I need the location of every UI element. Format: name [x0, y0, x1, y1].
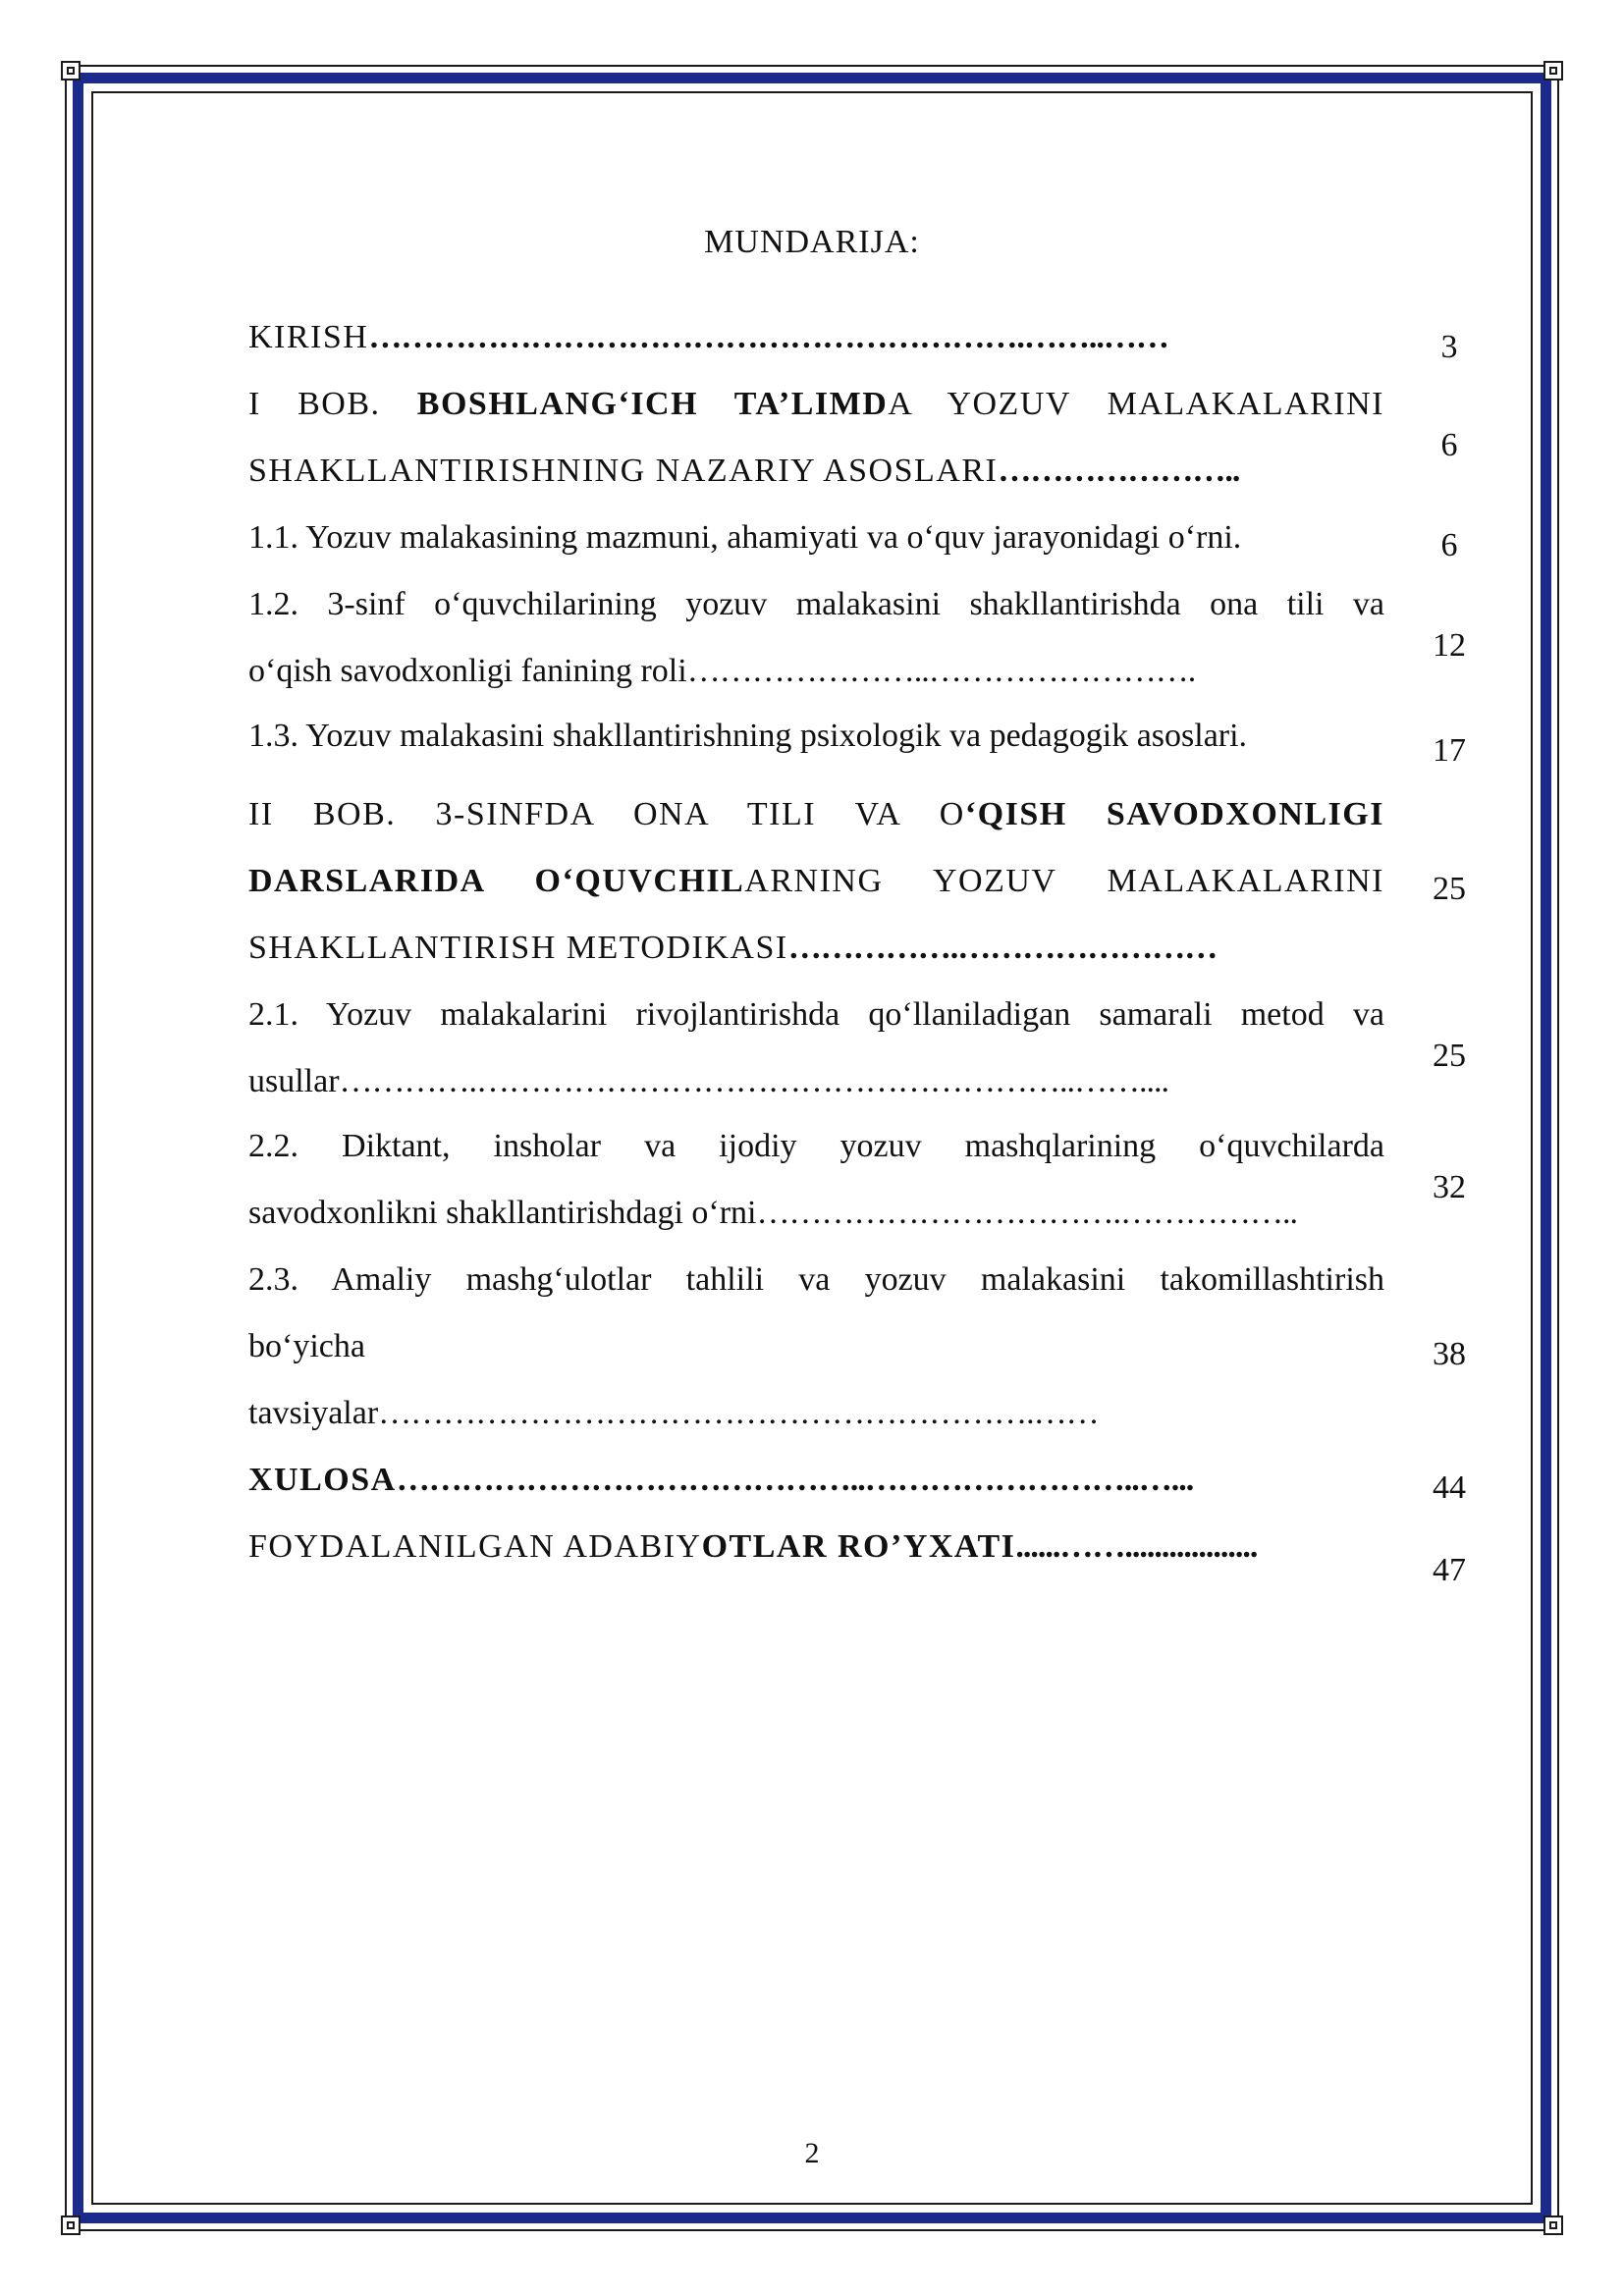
toc-text: o‘qish savodxonligi fanining roli — [248, 653, 687, 689]
toc-text: SHAKLLANTIRISHNING NAZARIY ASOSLARI — [248, 453, 999, 489]
toc-leader-dots: …………………………………………………….……..…… — [368, 319, 1168, 355]
toc-text: FOYDALANILGAN ADABIY — [248, 1528, 702, 1565]
toc-entry-section-2-3-line-3 — [248, 1394, 1384, 1433]
toc-text: savodxonlikni shakllantirishdagi o‘rni — [248, 1195, 757, 1231]
toc-page-number: 32 — [1433, 1169, 1466, 1205]
toc-entry-section-2-2-line-1: 2.2. Diktant, insholar va ijodiy yozuv mashqlarining o‘quvchilarda — [248, 1128, 1384, 1164]
toc-page-number: 25 — [1433, 871, 1466, 907]
toc-entry-section-1-2-line-2 — [248, 652, 1384, 691]
frame-corner-ornament-icon — [1543, 61, 1563, 80]
page-title: MUNDARIJA: — [704, 224, 920, 260]
toc-page-number: 47 — [1433, 1552, 1466, 1588]
toc-entry-section-1-1: 1.1. Yozuv malakasining mazmuni, ahamiyati va o‘quv jarayonidagi o‘rni. — [248, 519, 1242, 556]
toc-leader-dots: ……………………………………..……………………..…... — [396, 1462, 1194, 1498]
frame-corner-ornament-icon — [61, 2216, 81, 2235]
toc-leader-dots: ......…….................. — [1015, 1528, 1258, 1565]
toc-text: usullar — [248, 1063, 340, 1099]
toc-leader-dots: …………………………….…………….. — [756, 1195, 1297, 1231]
toc-leader-dots: …………………..……………………. — [686, 653, 1196, 689]
toc-page-number: 12 — [1433, 627, 1466, 664]
toc-entry-chapter-2-line-2 — [248, 862, 1384, 901]
toc-entry-section-1-3: 1.3. Yozuv malakasini shakllantirishning psixologik va pedagogik asoslari. — [248, 718, 1248, 754]
toc-entry-section-1-2-line-1: 1.2. 3-sinf o‘quvchilarining yozuv malakasini shakllantirishda ona tili va — [248, 586, 1384, 622]
toc-entry-xulosa — [248, 1461, 1384, 1500]
toc-page-number: 38 — [1433, 1336, 1466, 1372]
toc-leader-dots: ………….………………………………………………..…….... — [339, 1063, 1169, 1099]
toc-entry-bibliography — [248, 1527, 1384, 1567]
toc-text: A YOZUV MALAKALARINI — [888, 386, 1384, 422]
toc-page-number: 44 — [1433, 1469, 1466, 1506]
toc-page-number: 6 — [1440, 427, 1458, 463]
toc-entry-section-2-2-line-2 — [248, 1194, 1384, 1233]
toc-leader-dots: ………………….. — [998, 453, 1240, 489]
toc-entry-label: KIRISH — [248, 319, 369, 355]
toc-entry-section-2-1-line-2 — [248, 1062, 1384, 1101]
toc-entry-section-2-3-line-1: 2.3. Amaliy mashg‘ulotlar tahlili va yozuv malakasini takomillashtirish — [248, 1261, 1384, 1298]
toc-text-bold: ‘QISH SAVODXONLIGI — [964, 796, 1384, 832]
toc-text: ARNING YOZUV MALAKALARINI — [744, 863, 1384, 899]
toc-entry-chapter-1-line-1 — [248, 385, 1384, 424]
toc-text-bold: BOSHLANG‘ICH TA’LIMD — [416, 386, 889, 422]
toc-page-number: 25 — [1433, 1038, 1466, 1074]
toc-entry-chapter-2-line-3 — [248, 929, 1384, 968]
toc-entry-section-2-3-line-2: bo‘yicha — [248, 1328, 365, 1364]
page-footer-number: 2 — [804, 2137, 820, 2169]
toc-entry-kirish — [248, 318, 1384, 357]
toc-text-bold: OTLAR RO’YXATI — [701, 1528, 1016, 1565]
toc-entry-chapter-1-line-2 — [248, 452, 1384, 491]
toc-page-number: 17 — [1433, 732, 1466, 769]
toc-page-number: 6 — [1440, 527, 1458, 563]
toc-text: tavsiyalar — [248, 1395, 379, 1431]
toc-text-bold: DARSLARIDA O‘QUVCHIL — [248, 863, 745, 899]
toc-page-number: 3 — [1440, 329, 1458, 365]
toc-leader-dots: …………………………………………………….…… — [378, 1395, 1099, 1431]
frame-corner-ornament-icon — [61, 61, 81, 80]
toc-leader-dots: …………….…………………… — [787, 930, 1218, 966]
toc-text: SHAKLLANTIRISH METODIKASI — [248, 930, 788, 966]
toc-entry-section-2-1-line-1: 2.1. Yozuv malakalarini rivojlantirishda qo‘llaniladigan samarali metod va — [248, 996, 1384, 1033]
toc-entry-label: XULOSA — [248, 1462, 397, 1498]
frame-corner-ornament-icon — [1543, 2216, 1563, 2235]
toc-text: I BOB. — [248, 386, 417, 422]
toc-text: II BOB. 3-SINFDA ONA TILI VA O — [248, 796, 965, 832]
toc-entry-chapter-2-line-1 — [248, 795, 1384, 834]
